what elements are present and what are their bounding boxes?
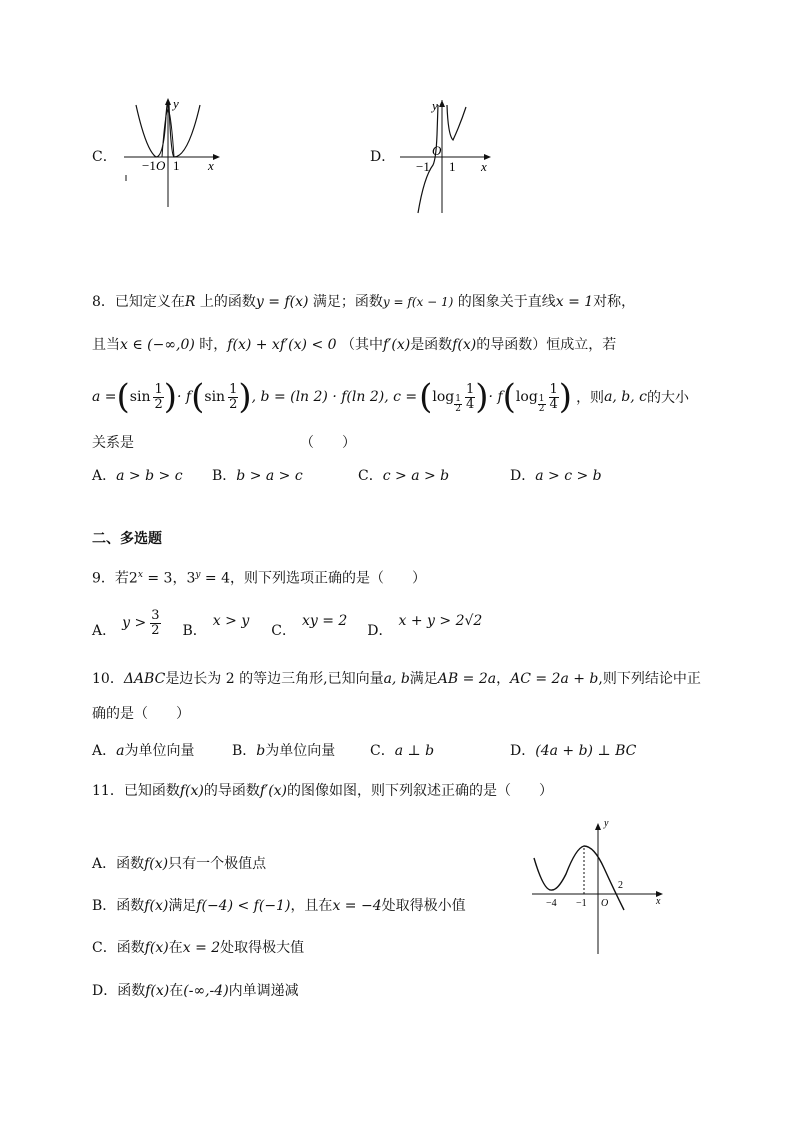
- text: 在: [168, 940, 183, 956]
- math: sin: [204, 389, 226, 405]
- option-label: B．: [182, 623, 207, 639]
- text: ，则下列选项正确的是（ ）: [230, 570, 427, 587]
- math: x: [137, 570, 143, 580]
- q7-graph-d: [396, 95, 501, 215]
- num: 1: [466, 381, 475, 397]
- q10-option-c[interactable]: [370, 742, 434, 760]
- math: x > y: [212, 613, 250, 629]
- option-label: D．: [367, 623, 393, 639]
- math: AB = 2a: [437, 671, 497, 687]
- text: 是函数: [410, 337, 453, 353]
- option-label: B．: [212, 468, 237, 484]
- text: ，且在: [290, 898, 333, 914]
- text: 内单调递减: [228, 983, 299, 999]
- q9-option-b[interactable]: [182, 613, 250, 640]
- option-label: D．: [510, 743, 536, 759]
- text: 8．已知定义在: [92, 294, 185, 310]
- math: 2: [128, 570, 138, 587]
- math: a =: [92, 389, 117, 405]
- math: f(x): [179, 783, 204, 799]
- num: 1: [538, 393, 545, 404]
- q9-option-d[interactable]: [367, 613, 483, 640]
- text: 的图像如图，则下列叙述正确的是（ ）: [287, 783, 554, 799]
- math: x = −4: [332, 898, 382, 914]
- option-expr: a > b > c: [116, 468, 183, 484]
- text: A．函数: [92, 856, 145, 872]
- den: 2: [455, 403, 461, 414]
- math: x = 2: [182, 940, 221, 956]
- math: x + y > 2√2: [398, 613, 483, 629]
- fraction: [549, 383, 559, 412]
- q8-option-a[interactable]: [92, 467, 183, 485]
- math: f(x): [144, 898, 169, 914]
- math: b: [256, 743, 266, 759]
- paren-close: ): [238, 377, 252, 417]
- math: y = f(x − 1): [382, 295, 454, 309]
- math: R: [184, 294, 196, 310]
- tick-pos: 1: [449, 159, 456, 174]
- q8-line2: [92, 336, 616, 354]
- math: f(x): [144, 856, 169, 872]
- x-label: x: [481, 159, 487, 174]
- text: 的图象关于直线: [453, 294, 556, 310]
- text: 处取得极小值: [381, 898, 466, 914]
- text: （其中: [336, 337, 383, 353]
- text: 的导函数: [203, 783, 260, 799]
- math: log: [515, 389, 538, 405]
- y-label: y: [432, 98, 438, 113]
- text: 满足: [409, 671, 438, 687]
- q9-stem: [92, 566, 426, 588]
- num: 1: [229, 381, 238, 397]
- option-expr: b > a > c: [236, 468, 303, 484]
- option-label: A．: [92, 623, 117, 639]
- tick-zero: O: [156, 158, 166, 173]
- q10-option-b[interactable]: [232, 742, 335, 760]
- tick-zero: O: [432, 143, 442, 158]
- fraction: [150, 609, 160, 638]
- q11-option-a[interactable]: [92, 855, 266, 873]
- y-label: y: [173, 96, 179, 111]
- curve-right: [447, 105, 466, 140]
- option-label: D．: [510, 468, 536, 484]
- text: 9．若: [92, 570, 129, 587]
- math: y >: [122, 615, 147, 631]
- q9-option-a[interactable]: [92, 606, 161, 640]
- text: B．函数: [92, 898, 145, 914]
- q8-line1: [92, 293, 635, 311]
- text: 在: [169, 983, 184, 999]
- text: ，: [172, 570, 187, 587]
- option-label: A．: [92, 743, 117, 759]
- fraction: [538, 395, 546, 414]
- paren-open: (: [502, 377, 516, 417]
- fraction: [465, 383, 475, 412]
- q8-option-c[interactable]: [358, 467, 449, 485]
- num: 3: [151, 607, 160, 623]
- math: f′(x): [259, 783, 288, 799]
- math: y: [195, 570, 201, 580]
- text: 为单位向量: [265, 743, 336, 759]
- x-axis-arrow-icon: [213, 154, 220, 160]
- q7-option-c-label[interactable]: C．: [92, 149, 117, 165]
- option-label: C．: [271, 623, 296, 639]
- q10-option-a[interactable]: [92, 742, 194, 760]
- tick-pos: 1: [173, 158, 180, 173]
- text: 只有一个极值点: [168, 856, 267, 872]
- text: ,则下列结论中正: [598, 671, 701, 687]
- text: 满足；函数: [308, 294, 383, 310]
- math: · f: [488, 389, 503, 405]
- den: 4: [466, 396, 475, 412]
- math: = 4: [200, 570, 231, 587]
- option-label: B．: [232, 743, 257, 759]
- paren-close: ): [475, 377, 489, 417]
- q10-option-d[interactable]: [510, 742, 636, 760]
- q9-options: [92, 603, 482, 643]
- q11-option-d[interactable]: [92, 982, 299, 1000]
- x-label: x: [656, 896, 661, 907]
- text: 处取得极大值: [220, 940, 305, 956]
- text: 是边长为 2 的等边三角形,已知向量: [165, 671, 384, 687]
- text: D．函数: [92, 983, 146, 999]
- q7-option-d-label[interactable]: D．: [370, 149, 396, 165]
- num: 1: [455, 393, 461, 404]
- paren-open: (: [191, 377, 205, 417]
- option-label: C．: [370, 743, 395, 759]
- math: (4a + b) ⊥ BC: [535, 743, 637, 759]
- num: 1: [154, 381, 163, 397]
- math: f(x): [145, 983, 170, 999]
- math: x ∈ (−∞,0): [120, 337, 195, 353]
- text: 时，: [194, 337, 228, 353]
- q11-option-b[interactable]: [92, 897, 466, 915]
- paren-open: (: [419, 377, 433, 417]
- text: 且当: [92, 337, 120, 353]
- q11-stem: [92, 782, 553, 800]
- text: 上的函数: [195, 294, 256, 310]
- math: f′(x): [383, 337, 411, 353]
- math: sin: [129, 389, 151, 405]
- math: f(x): [452, 337, 477, 353]
- math: a: [116, 743, 125, 759]
- text: C．函数: [92, 940, 145, 956]
- num: 1: [549, 381, 558, 397]
- q8-option-d[interactable]: [510, 467, 602, 485]
- q7-graph-c: [118, 95, 228, 210]
- math: = 3: [142, 570, 173, 587]
- answer-paren: （ ）: [300, 435, 356, 451]
- text: ，则: [576, 390, 605, 406]
- math: x = 1: [555, 294, 594, 310]
- y-label: y: [604, 818, 609, 829]
- tick-neg: −1: [142, 158, 156, 173]
- text: 的导函数）恒成立，若: [476, 337, 617, 353]
- q9-option-c[interactable]: [271, 613, 348, 640]
- q11-derivative-graph: [528, 818, 668, 956]
- y-axis-arrow-icon: [165, 98, 171, 105]
- text: ，: [496, 671, 511, 687]
- math: a, b: [383, 671, 410, 687]
- option-label: A．: [92, 468, 117, 484]
- y-axis-arrow-icon: [439, 100, 445, 107]
- den: 2: [538, 403, 545, 414]
- option-label: C．: [358, 468, 383, 484]
- option-expr: a > c > b: [535, 468, 602, 484]
- math: f(x) + xf′(x) < 0: [227, 337, 337, 353]
- text: 11．已知函数: [92, 783, 180, 799]
- math: y = f(x): [255, 294, 309, 310]
- q8-option-b[interactable]: [212, 467, 303, 485]
- den: 2: [151, 622, 160, 638]
- q11-option-c[interactable]: [92, 939, 304, 957]
- math: AC = 2a + b: [510, 671, 599, 687]
- tick-minus-1: −1: [576, 898, 587, 909]
- math: , b = (ln 2) · f(ln 2), c =: [251, 389, 418, 405]
- text: 对称，: [593, 294, 636, 310]
- text: 10．: [92, 671, 124, 687]
- paren-close: ): [558, 377, 573, 417]
- math: ΔABC: [123, 671, 166, 687]
- tick-minus-4: −4: [546, 898, 557, 909]
- text: 的大小: [647, 390, 690, 406]
- text: 满足: [168, 898, 197, 914]
- option-expr: c > a > b: [382, 468, 450, 484]
- y-axis-arrow-icon: [595, 823, 601, 830]
- math: 3: [186, 570, 196, 587]
- fraction: [228, 383, 238, 412]
- paren-close: ): [163, 377, 178, 417]
- paren-open: (: [116, 377, 130, 417]
- math: f(x): [144, 940, 169, 956]
- fraction: [454, 395, 462, 414]
- math: a ⊥ b: [394, 743, 435, 759]
- tick-origin: O: [601, 898, 609, 909]
- math: (-∞,-4): [183, 983, 229, 999]
- math: log: [432, 389, 455, 405]
- math: xy = 2: [301, 613, 348, 629]
- math: a, b, c: [604, 389, 648, 405]
- section-title: 二、多选题: [92, 531, 162, 547]
- fraction: [153, 383, 163, 412]
- x-label: x: [208, 158, 214, 173]
- q10-line1: [92, 670, 701, 688]
- q8-line3: [92, 376, 689, 418]
- text: 为单位向量: [124, 743, 195, 759]
- q8-line4: 关系是: [92, 435, 134, 451]
- math: · f: [177, 389, 192, 405]
- den: 4: [549, 396, 558, 412]
- q10-line2: 确的是（ ）: [92, 706, 190, 722]
- tick-neg: −1: [416, 159, 430, 174]
- den: 2: [154, 396, 163, 412]
- math: f(−4) < f(−1): [196, 898, 291, 914]
- den: 2: [229, 396, 238, 412]
- tick-2: 2: [618, 880, 623, 891]
